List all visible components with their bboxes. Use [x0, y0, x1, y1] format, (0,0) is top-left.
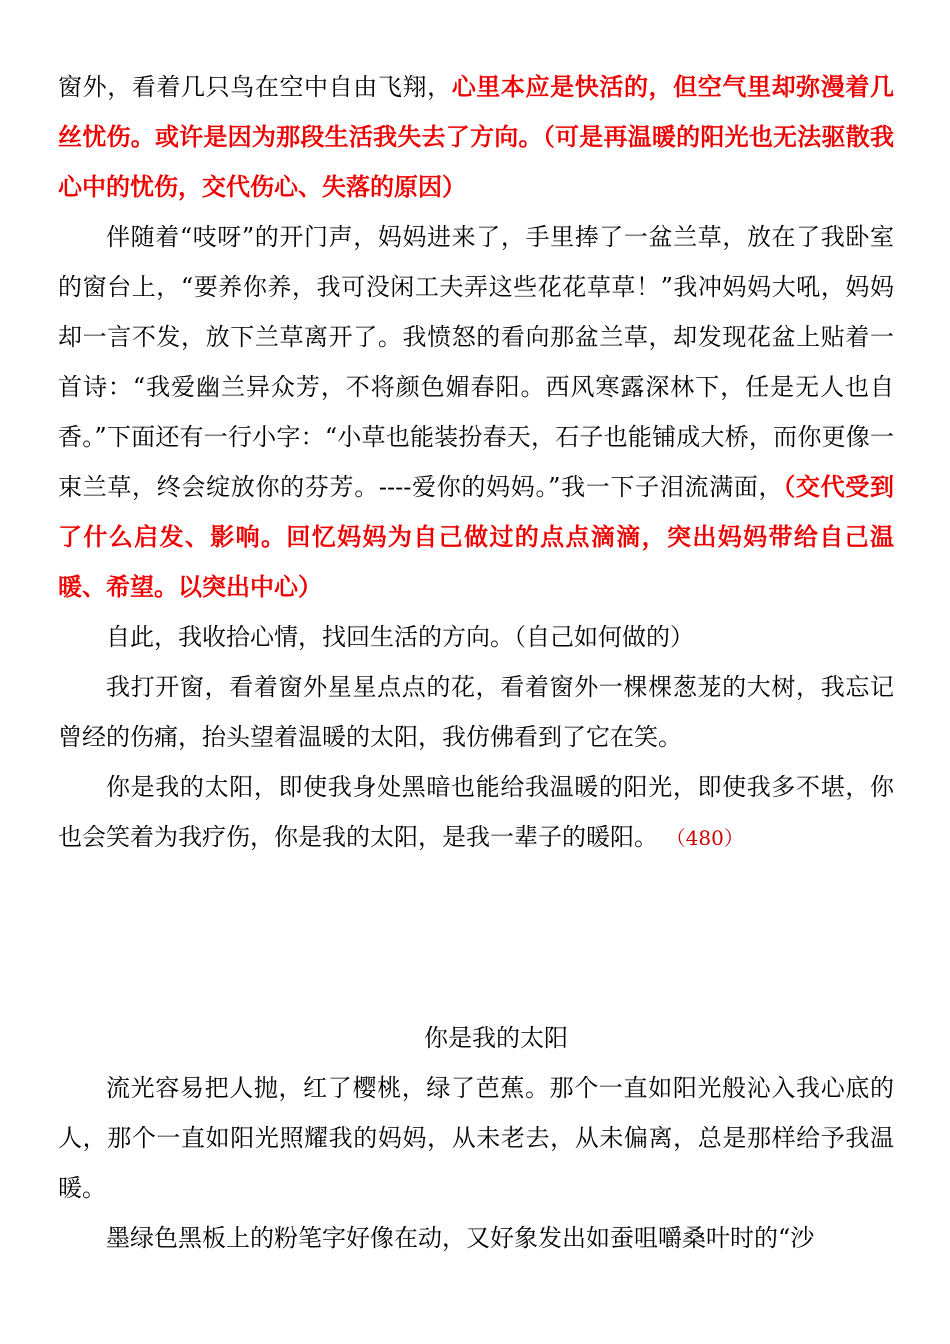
essay-title: 你是我的太阳: [424, 1024, 568, 1052]
paragraph-1-text: 窗外，看着几只鸟在空中自由飞翔，: [58, 73, 452, 101]
paragraph-2: [58, 212, 894, 612]
paragraph-2-text: 伴随着“吱呀”的开门声，妈妈进来了，手里捧了一盆兰草，放在了我卧室的窗台上，“要养你养，我可没闲工夫弄这些花花草草！”我冲妈妈大吼，妈妈却一言不发，放下兰草离开了。我愤怒的看向那盆兰草，却发现花盆上贴着一首诗：“我爱幽兰异众芳，不将颜色媚春阳。西风寒露深林下，任是无人也自香。”下面还有一行小字：“小草也能装扮春天，石子也能铺成大桥，而你更像一束兰草，终会绽放你的芬芳。----爱你的妈妈。”我一下子泪流满面，: [58, 223, 894, 501]
document-page: [58, 62, 894, 1263]
paragraph-4: 我打开窗，看着窗外星星点点的花，看着窗外一棵棵葱茏的大树，我忘记曾经的伤痛，抬头望着温暖的太阳，我仿佛看到了它在笑。: [58, 673, 894, 751]
word-count: （480）: [665, 826, 744, 850]
paragraph-5: [58, 762, 894, 863]
paragraph-1-annotation: 心里本应是快活的，但空气里却弥漫着几丝忧伤。或许是因为那段生活我失去了方向。（可是再温暖的阳光也无法驱散我心中的忧伤，交代伤心、失落的原因）: [58, 72, 895, 201]
paragraph-1: [58, 62, 894, 212]
essay-paragraph-2: 墨绿色黑板上的粉笔字好像在动，又好象发出如蚕咀嚼桑叶时的“沙: [106, 1224, 815, 1252]
blank-space: [58, 863, 894, 1013]
paragraph-5-text: 你是我的太阳，即使我身处黑暗也能给我温暖的阳光，即使我多不堪，你也会笑着为我疗伤，你是我的太阳，是我一辈子的暖阳。: [58, 773, 894, 851]
essay-paragraph-1: 流光容易把人抛，红了樱桃，绿了芭蕉。那个一直如阳光般沁入我心底的人，那个一直如阳光照耀我的妈妈，从未老去，从未偏离，总是那样给予我温暖。: [58, 1074, 894, 1202]
paragraph-3: 自此，我收拾心情，找回生活的方向。（自己如何做的）: [106, 623, 694, 651]
paragraph-2-annotation: （交代受到了什么启发、影响。回忆妈妈为自己做过的点点滴滴，突出妈妈带给自己温暖、希望。以突出中心）: [58, 472, 894, 601]
